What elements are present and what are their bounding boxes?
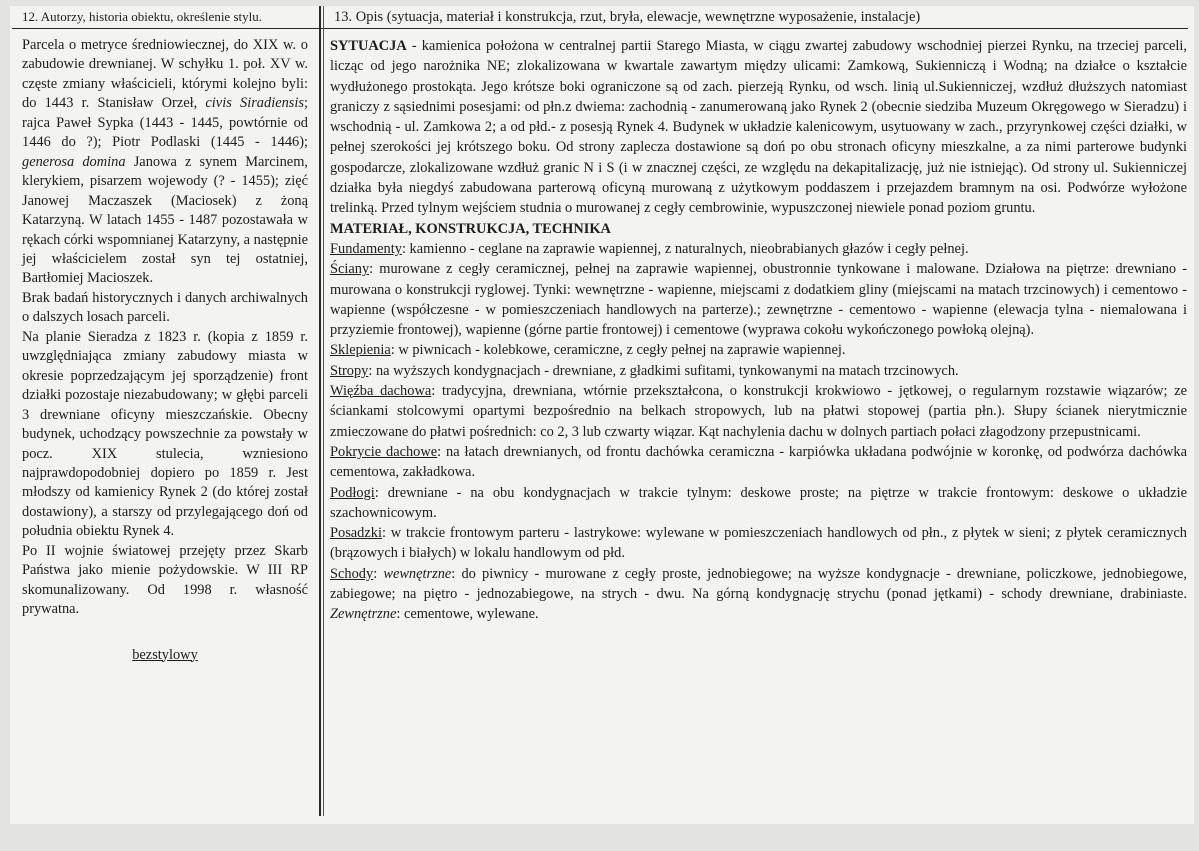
history-text: Parcela o metryce średniowiecznej, do XIX w. o zabudowie drewnianej. W schyłku 1. poł. XV w. częste zmiany właścicieli, którymi kolejno byli: do 1443 r. Stanisław Orzeł, bbox=[22, 37, 308, 112]
column-divider-inner bbox=[323, 6, 324, 816]
history-text: ; rajca Paweł Sypka (1443 - 1445, powtórnie od 1446 do ?); Piotr Podlaski (1445 - 1446); bbox=[22, 95, 308, 151]
schody-paragraph bbox=[330, 564, 1187, 625]
stropy-paragraph bbox=[330, 361, 1187, 381]
description-column bbox=[330, 36, 1187, 625]
stropy-label: Stropy bbox=[330, 362, 369, 379]
posadzki-label: Posadzki bbox=[330, 525, 382, 542]
schody-text: : do piwnicy - murowane z cegły proste, jednobiegowe; na wyższe kondygnacje - drewniane, policzkowe, jednobiegowe, zabiegowe; na piętro - jednozabiegowe, na strych - dwu. Na górną kondygnację strychu (ponad jętkami) - schody drewniane, drabiniaste. bbox=[330, 565, 1187, 603]
wiezba-paragraph bbox=[330, 381, 1187, 442]
fundamenty-label: Fundamenty bbox=[330, 240, 402, 257]
right-section-header: 13. Opis (sytuacja, materiał i konstrukcja, rzut, bryła, elewacje, wewnętrzne wyposażenie, instalacje) bbox=[334, 9, 921, 25]
sytuacja-label: SYTUACJA bbox=[330, 38, 407, 54]
left-section-header: 12. Autorzy, historia obiektu, określenie stylu. bbox=[22, 9, 262, 24]
podlogi-paragraph bbox=[330, 483, 1187, 524]
podlogi-text: : drewniane - na obu kondygnacjach w trakcie tylnym: deskowe proste; na piętrze w trakcie frontowym: deskowe o układzie szachownicowym. bbox=[330, 484, 1187, 521]
schody-label: Schody bbox=[330, 565, 374, 582]
sklepienia-label: Sklepienia bbox=[330, 342, 391, 359]
sciany-label: Ściany bbox=[330, 261, 370, 278]
history-column bbox=[22, 36, 308, 665]
posadzki-paragraph bbox=[330, 523, 1187, 564]
history-text: Janowa z synem Marcinem, klerykiem, pisarzem wojewody (? - 1455); zięć Janowej Maczaszek (Maciosek) z żoną Katarzyną. W latach 1455 - 1487 pozostawała w rękach córki wspomnianej Katarzyny, a następnie jej właścicielem został syn tej ostatniej, Bartłomiej Macioszek. bbox=[22, 153, 308, 287]
fundamenty-text: : kamienno - ceglane na zaprawie wapiennej, z naturalnych, nieobrabianych głazów i cegły pełnej. bbox=[401, 240, 969, 257]
latin-term: civis Siradiensis bbox=[205, 95, 304, 112]
schody-separator: : bbox=[373, 565, 384, 582]
history-paragraph-1 bbox=[22, 36, 308, 289]
column-divider bbox=[319, 6, 321, 816]
wiezba-label: Więźba dachowa bbox=[330, 383, 432, 400]
header-divider bbox=[12, 28, 1188, 29]
style-designation: bezstylowy bbox=[132, 646, 198, 663]
history-paragraph-2: Brak badań historycznych i danych archiwalnych o dalszych losach parceli. bbox=[22, 289, 308, 326]
sytuacja-text: - kamienica położona w centralnej partii Starego Miasta, w ciągu zwartej zabudowy wschodniej pierzei Rynku, na trzeciej parceli, licząc od jego narożnika NE; zlokalizowana w kwartale zawartym między ulicami: Zamkową, Sukienniczą i Wodną; na działce o kształcie wydłużonego prostokąta. Jego krótsze boki ograniczone są od zach. pierzeją Rynku, od wsch. linią ul.Sukienniczej, wzdłuż dłuższych natomiast graniczy z sąsiednimi posesjami: od płn.z dwiema: zachodnią - zanumerowaną jako Rynek 2 (obecnie siedziba Muzeum Okręgowego w Sieradzu) i wschodnią - ul. Zamkowa 2; a od płd.- z posesją Rynek 4. Budynek w układzie kalenicowym, usytuowany w zach., przyrynkowej części działki, w pełnej szerokości jej krótszego boku. Od strony zaplecza dostawione są doń po obu stronach oficyny mieszkalne, a za nimi parterowe budynki gospodarcze, zlokalizowane wzdłuż granic N i S (i w znacznej części, ze względu na dekapitalizację, już nie istniejąc). Od strony ul. Sukienniczej działka była niegdyś zabudowana parterową oficyną murowaną z użytkowym poddaszem i przejazdem bramnym na osi. Podwórze wyłożone trelinką. Przed tylnym wejściem studnia o murowanej z cegły cembrowinie, wypuszczonej niewiele ponad poziom gruntu. bbox=[330, 38, 1187, 217]
podlogi-label: Podłogi bbox=[330, 484, 375, 501]
sciany-paragraph bbox=[330, 259, 1187, 340]
sklepienia-text: : w piwnicach - kolebkowe, ceramiczne, z cegły pełnej na zaprawie wapiennej. bbox=[390, 342, 846, 359]
fundamenty-paragraph bbox=[330, 239, 1187, 259]
schody-external-label: Zewnętrzne bbox=[330, 606, 397, 623]
wiezba-text: : tradycyjna, drewniana, wtórnie przekształcona, o konstrukcji krokwiowo - jętkowej, o regularnym rozstawie wiązarów; ze ściankami stolcowymi opartymi bezpośrednio na belkach stropowych, lub na płatwi stopowej (partia płn.). Słupy ścianek nierytmicznie zmieczowane do płatwi pośrednich: co 2, 3 lub czwarty wiązar. Kąt nachylenia dachu w dolnych partiach połaci złagodzony przepustnicami. bbox=[330, 383, 1187, 440]
pokrycie-text: : na łatach drewnianych, od frontu dachówka ceramiczna - karpiówka układana podwójnie w koronkę, od podwórza dachówka cementowa, zakładkowa. bbox=[330, 443, 1187, 481]
posadzki-text: : w trakcie frontowym parteru - lastrykowe: wylewane w pomieszczeniach handlowych od płn., z płytek w sieni; z płytek ceramicznych (brązowych i białych) w lokalu handlowym od płd. bbox=[330, 525, 1187, 562]
schody-text-2: : cementowe, wylewane. bbox=[396, 606, 539, 623]
pokrycie-paragraph bbox=[330, 442, 1187, 483]
latin-term: generosa domina bbox=[22, 153, 126, 170]
material-heading: MATERIAŁ, KONSTRUKCJA, TECHNIKA bbox=[330, 220, 611, 237]
sklepienia-paragraph bbox=[330, 340, 1187, 360]
sciany-text: : murowane z cegły ceramicznej, pełnej na zaprawie wapiennej, obustronnie tynkowane i malowane. Działowa na piętrze: drewniano - murowana o konstrukcji ryglowej. Tynki: wewnętrzne - wapienne, miejscami z dodatkiem gliny (miejscami na matach trzcinowych) i cementowo - wapienne (współczesne - w pomieszczeniach handlowych na parterze).; zewnętrzne - cementowo - wapienne (elewacja tylna - niemalowana i przyziemie frontowej), wapienne (górne partie frontowej) i cementowe (wyprawa cokołu wykończonego powłoką olejną). bbox=[330, 261, 1187, 339]
history-paragraph-4: Po II wojnie światowej przejęty przez Skarb Państwa jako mienie pożydowskie. W III RP skomunalizowany. Od 1998 r. własność prywatna. bbox=[22, 542, 308, 618]
history-paragraph-3: Na planie Sieradza z 1823 r. (kopia z 1859 r. uwzględniająca zmiany zabudowy miasta w okresie poprzedzającym jej sporządzenie) front działki pozostaje niezabudowany; w głębi parceli 3 drewniane oficyny mieszczańskie. Obecny budynek, uchodzący powszechnie za powstały w pocz. XIX stulecia, wzniesiono najprawdopodobniej dopiero po 1859 r. Jest młodszy od kamienicy Rynek 2 (do której został dostawiony), a starszy od przylegającego doń od południa obiektu Rynek 4. bbox=[22, 328, 308, 540]
pokrycie-label: Pokrycie dachowe bbox=[330, 443, 438, 460]
schody-internal-label: wewnętrzne bbox=[383, 565, 452, 582]
sytuacja-paragraph bbox=[330, 36, 1187, 219]
stropy-text: : na wyższych kondygnacjach - drewniane, z gładkimi sufitami, tynkowanymi na matach trzcinowych. bbox=[368, 362, 959, 379]
